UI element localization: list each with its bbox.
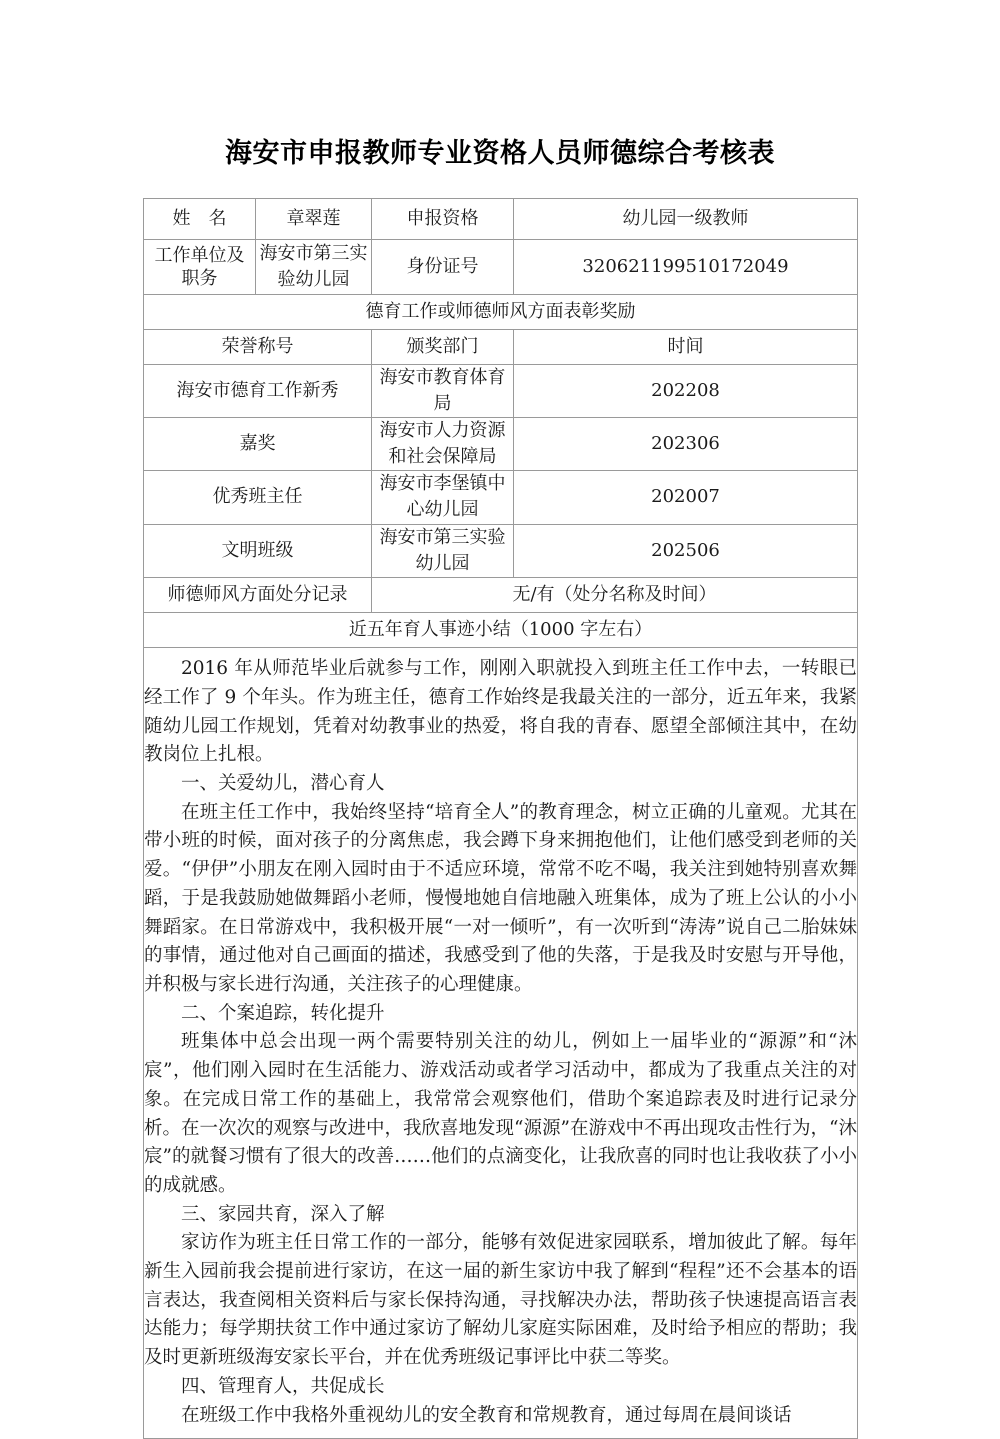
table-row-essay-body	[144, 647, 858, 1438]
award-department: 海安市第三实验幼儿园	[372, 524, 514, 577]
essay-paragraph: 在班级工作中我格外重视幼儿的安全教育和常规教育，通过每周在晨间谈话	[181, 1404, 792, 1426]
table-row-punishment	[144, 577, 858, 612]
essay-paragraph: 三、家园共育，深入了解	[181, 1203, 385, 1225]
workplace-label-line2: 职务	[181, 268, 218, 289]
essay-section-header: 近五年育人事迹小结（1000 字左右）	[144, 612, 858, 647]
id-number-label: 身份证号	[372, 240, 514, 295]
award-honor: 嘉奖	[144, 418, 372, 471]
awards-header-department: 颁奖部门	[372, 330, 514, 365]
essay-paragraph: 一、关爱幼儿，潜心育人	[181, 773, 385, 795]
awards-section-title: 德育工作或师德师风方面表彰奖励	[144, 295, 858, 330]
awards-header-honor: 荣誉称号	[144, 330, 372, 365]
award-time: 202007	[514, 471, 858, 524]
table-row-awards-header	[144, 330, 858, 365]
award-time: 202208	[514, 365, 858, 418]
table-row	[144, 365, 858, 418]
essay-paragraph: 班集体中总会出现一两个需要特别关注的幼儿，例如上一届毕业的“源源”和“沐宸”，他们刚入园时在生活能力、游戏活动或者学习活动中，都成为了我重点关注的对象。在完成日常工作的基础上，我常常会观察他们，借助个案追踪表及时进行记录分析。在一次次的观察与改进中，我欣喜地发现“源源”在游戏中不再出现攻击性行为，“沐宸”的就餐习惯有了很大的改善……他们的点滴变化，让我欣喜的同时也让我收获了小小的成就感。	[144, 1031, 857, 1196]
table-row	[144, 471, 858, 524]
award-department: 海安市人力资源和社会保障局	[372, 418, 514, 471]
qualification-value: 幼儿园一级教师	[514, 199, 858, 240]
table-row-essay-header	[144, 612, 858, 647]
award-time: 202306	[514, 418, 858, 471]
table-row-workplace	[144, 240, 858, 295]
punishment-value: 无/有（处分名称及时间）	[372, 577, 858, 612]
punishment-label: 师德师风方面处分记录	[144, 577, 372, 612]
essay-body-cell	[144, 647, 858, 1438]
qualification-label: 申报资格	[372, 199, 514, 240]
award-time: 202506	[514, 524, 858, 577]
id-number-value: 320621199510172049	[514, 240, 858, 295]
name-label: 姓 名	[144, 199, 256, 240]
award-honor: 文明班级	[144, 524, 372, 577]
essay-paragraph: 家访作为班主任日常工作的一部分，能够有效促进家园联系，增加彼此了解。每年新生入园前我会提前进行家访，在这一届的新生家访中我了解到“程程”还不会基本的语言表达，我查阅相关资料后与家长保持沟通，寻找解决办法，帮助孩子快速提高语言表达能力；每学期扶贫工作中通过家访了解幼儿家庭实际困难，及时给予相应的帮助；我及时更新班级海安家长平台，并在优秀班级记事评比中获二等奖。	[144, 1232, 857, 1369]
essay-paragraph: 四、管理育人，共促成长	[181, 1375, 385, 1397]
essay-paragraph: 二、个案追踪，转化提升	[181, 1002, 385, 1024]
award-department: 海安市教育体育局	[372, 365, 514, 418]
awards-header-time: 时间	[514, 330, 858, 365]
table-row	[144, 524, 858, 577]
award-department: 海安市李堡镇中心幼儿园	[372, 471, 514, 524]
table-row-name	[144, 199, 858, 240]
essay-paragraph: 2016 年从师范毕业后就参与工作，刚刚入职就投入到班主任工作中去，一转眼已经工作了 9 个年头。作为班主任，德育工作始终是我最关注的一部分，近五年来，我紧随幼儿园工作规划，凭着对幼教事业的热爱，将自我的青春、愿望全部倾注其中，在幼教岗位上扎根。	[144, 658, 857, 766]
workplace-label-line1: 工作单位及	[154, 244, 245, 266]
page-title: 海安市申报教师专业资格人员师德综合考核表	[225, 138, 775, 169]
workplace-value: 海安市第三实验幼儿园	[256, 240, 372, 295]
name-value: 章翠莲	[256, 199, 372, 240]
table-row-awards-section	[144, 295, 858, 330]
award-honor: 优秀班主任	[144, 471, 372, 524]
table-row	[144, 418, 858, 471]
essay-paragraph: 在班主任工作中，我始终坚持“培育全人”的教育理念，树立正确的儿童观。尤其在带小班的时候，面对孩子的分离焦虑，我会蹲下身来拥抱他们，让他们感受到老师的关爱。“伊伊”小朋友在刚入园时由于不适应环境，常常不吃不喝，我关注到她特别喜欢舞蹈，于是我鼓励她做舞蹈小老师，慢慢地她自信地融入班集体，成为了班上公认的小小舞蹈家。在日常游戏中，我积极开展“一对一倾听”，有一次听到“涛涛”说自己二胎妹妹的事情，通过他对自己画面的描述，我感受到了他的失落，于是我及时安慰与开导他，并积极与家长进行沟通，关注孩子的心理健康。	[144, 801, 857, 995]
appraisal-form-table	[143, 198, 858, 1439]
award-honor: 海安市德育工作新秀	[144, 365, 372, 418]
workplace-label	[144, 240, 256, 295]
